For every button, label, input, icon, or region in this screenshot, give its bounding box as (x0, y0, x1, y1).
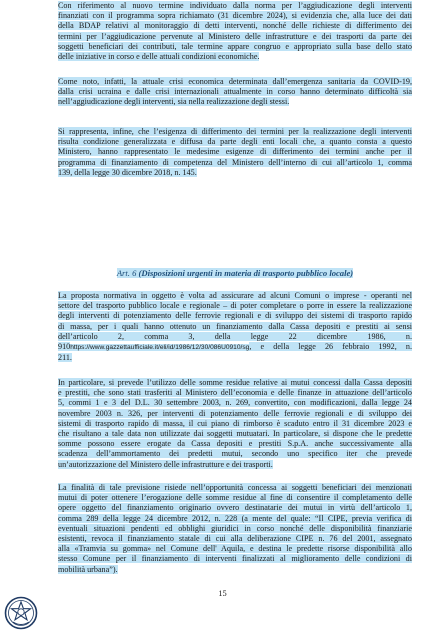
line-text: che risultano a tale data non utilizzate dai soggetti mutuatari. In particolare, si dispone che le predette (58, 429, 412, 439)
text-line (58, 168, 412, 178)
line-text: alla «Tramvia su gomma» nel Comune dell' Aquila, e destina le predette risorse disponibilità allo (58, 544, 412, 554)
text-line (58, 21, 412, 31)
line-text: stesso Comune per il finanziamento di interventi finalizzati al miglioramento delle condizioni di (58, 554, 412, 564)
text-line (58, 419, 412, 429)
text-line (58, 544, 412, 554)
line-text: comma 289 della legge 24 dicembre 2012, n. 228 (a mente del quale: “Il CIPE, previa verifica di (58, 513, 412, 523)
text-line (58, 449, 412, 459)
text-line (58, 301, 412, 311)
paragraph-proposta-normativa (58, 291, 412, 363)
text-line (58, 514, 412, 524)
paragraph-differimento-termini (58, 127, 412, 178)
line-text: eventuali situazioni pendenti ed obblighi giuridici in corso nonché delle disponibilità finanziarie (58, 523, 412, 533)
line-text-tail: , e della legge 26 febbraio 1992, n. (249, 342, 412, 352)
text-line (58, 52, 412, 62)
text-line (58, 342, 412, 353)
line-text: settore del trasporto pubblico locale e regionale – di poter completare o porre in essere la realizzazione (58, 301, 412, 311)
article-title: (Disposizioni urgenti in materia di trasporto pubblico locale) (138, 268, 354, 278)
paragraph-finalita (58, 483, 412, 575)
text-line (58, 565, 412, 575)
line-text: somme possono essere erogate da Cassa depositi e prestiti S.p.A. anche successivamente alla (58, 439, 412, 449)
line-text: opere oggetto del finanziamento originario ovvero destinatarie dei mutui in virtù dell’articolo 1, (58, 503, 412, 513)
line-text: termini per l’aggiudicazione pervenute al Ministero delle infrastrutture e dei trasporti da parte dei (58, 31, 412, 41)
line-text: programma di finanziamento di competenza del Ministero dell’interno di cui all’articolo 1, comma (58, 157, 412, 167)
line-text: sistemi di trasporto rapido di massa, il cui piano di rimborso è scaduto entro il 31 dicembre 2023 e (58, 418, 412, 428)
line-text: dalla crisi ucraina e dalle crisi internazionali attualmente in corso hanno determinato difficoltà sia (58, 87, 412, 97)
text-line (58, 311, 412, 321)
line-text: In particolare, si prevede l’utilizzo delle somme residue relative ai mutui concessi dalla Cassa depositi (58, 378, 412, 387)
republic-emblem-icon (4, 596, 38, 630)
paragraph-in-particolare (58, 378, 412, 470)
text-line (58, 409, 412, 419)
page-number: 15 (218, 589, 227, 598)
line-text: finanziati con il programma sopra richiamato (31 dicembre 2024), si evidenzia che, alla luce dei dati (58, 11, 412, 21)
line-text: Ministero, hanno rappresentato le medesime esigenze di differimento dei termini anche per il (58, 147, 412, 157)
text-line (58, 32, 412, 42)
line-text: Si rappresenta, infine, che l’esigenza di differimento dei termini per la realizzazione degli interventi (58, 127, 412, 136)
text-line (58, 460, 412, 470)
line-text: scadenza dell’ammortamento dei predetti mutui, secondo uno specifico iter che prevede (58, 449, 412, 459)
line-text: soggetti beneficiari dei contributi, tale termine appare congruo e appropriato sulla base dello stato (58, 41, 412, 51)
text-line (58, 147, 412, 157)
line-text: degli interventi di potenziamento delle ferrovie regionali e di sviluppo dei sistemi di trasporto rapido (58, 311, 412, 321)
line-text: novembre 2003 n. 326, per interventi di potenziamento delle ferrovie regionali e di sviluppo dei (58, 408, 412, 418)
text-line (58, 332, 412, 342)
text-line (58, 1, 412, 11)
line-text: esistenti, revoca il finanziamento statale di cui alla deliberazione CIPE n. 76 del 2001, assegnato (58, 534, 412, 544)
text-line (58, 439, 412, 449)
text-line (58, 503, 412, 513)
line-text: 211. (58, 353, 72, 363)
text-line (58, 398, 412, 408)
text-line (58, 483, 412, 493)
text-line (58, 429, 412, 439)
paragraph-crisi-economica (58, 77, 412, 108)
text-line (58, 97, 412, 107)
line-text: 139, della legge 30 dicembre 2018, n. 145. (58, 167, 197, 177)
line-text: un’autorizzazione del Ministero delle infrastrutture e dei trasporti. (58, 459, 273, 469)
text-line (58, 353, 412, 363)
text-line (58, 127, 412, 137)
line-text: e prestiti, che sono stati trasferiti al Ministero dell’economia e delle finanze in attuazione dell’articolo (58, 388, 412, 398)
text-line (58, 534, 412, 544)
text-line (58, 137, 412, 147)
text-line (58, 11, 412, 21)
text-line (58, 42, 412, 52)
line-text: 5, commi 1 e 3 del D.L. 30 settembre 2003, n. 269, convertito, con modificazioni, dalla legge 24 (58, 398, 412, 408)
line-text: mobilità urbana”). (58, 564, 118, 574)
text-line (58, 77, 412, 87)
text-line (58, 378, 412, 388)
text-line (58, 87, 412, 97)
line-text: dell’articolo 2, comma 3, della legge 22 dicembre 1986, n. (58, 331, 412, 341)
text-line (58, 388, 412, 398)
line-text: 910 (58, 342, 71, 352)
article-heading (58, 268, 412, 279)
line-text: risulta condizione generalizzata e diffusa da parte degli enti locali che, a quanto consta a questo (58, 137, 412, 147)
text-line (58, 291, 412, 301)
line-text: Come noto, infatti, la attuale crisi economica determinata dall’emergenza sanitaria da COVID-19, (58, 77, 412, 86)
line-text: della BDAP relativi al monitoraggio di detti interventi, nonché delle richieste di differimento dei (58, 21, 412, 31)
text-line (58, 322, 412, 332)
gazzetta-link[interactable]: https://www.gazzettaufficiale.it/eli/id/1986/12/30/086U0910/sg (70, 344, 250, 352)
text-line (58, 493, 412, 503)
article-number: Art. 6 (116, 268, 139, 278)
text-line (58, 524, 412, 534)
line-text: La finalità di tale previsione risiede nell’opportunità concessa ai soggetti beneficiari dei menzionati (58, 483, 412, 492)
text-line (58, 158, 412, 168)
paragraph-aggiudicazione (58, 1, 412, 62)
line-text: delle iniziative in corso e delle attuali condizioni economiche. (58, 52, 260, 62)
line-text: nell’aggiudicazione degli interventi, sia nella realizzazione degli stessi. (58, 97, 290, 107)
line-text: mutui di poter ottenere l’erogazione delle somme residue al fine di consentire il completamento delle (58, 493, 412, 503)
line-text: La proposta normativa in oggetto è volta ad assicurare ad alcuni Comuni o imprese - operanti nel (58, 291, 412, 300)
text-line (58, 554, 412, 564)
line-text: di massa, per i quali hanno ottenuto un finanziamento dalla Cassa depositi e prestiti ai sensi (58, 321, 412, 331)
line-text: Con riferimento al nuovo termine individuato dalla norma per l’aggiudicazione degli interventi (58, 1, 412, 10)
